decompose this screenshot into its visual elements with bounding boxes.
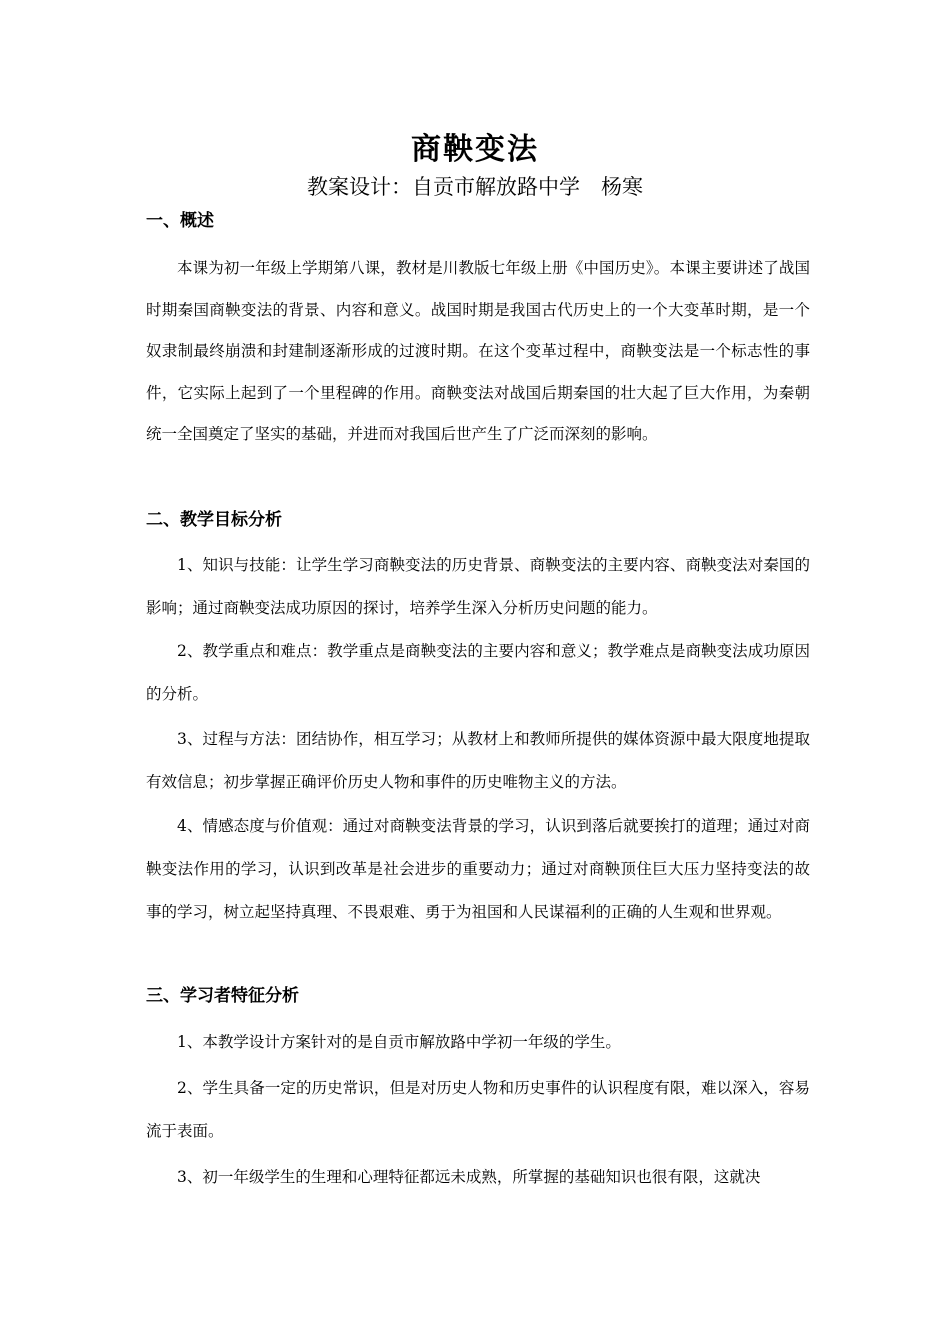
section-heading-learners: 三、学习者特征分析 (146, 986, 299, 1006)
objective-paragraph-3: 3、过程与方法：团结协作，相互学习；从教材上和教师所提供的媒体资源中最大限度地提取有效信息；初步掌握正确评价历史人物和事件的历史唯物主义的方法。 (146, 730, 810, 791)
document-subtitle: 教案设计：自贡市解放路中学 杨寒 (307, 175, 643, 199)
learner-paragraph-2: 2、学生具备一定的历史常识，但是对历史人物和历史事件的认识程度有限，难以深入，容易流于表面。 (146, 1079, 810, 1140)
learner-paragraph-1: 1、本教学设计方案针对的是自贡市解放路中学初一年级的学生。 (177, 1033, 621, 1051)
section-heading-objectives: 二、教学目标分析 (146, 510, 282, 530)
document-title: 商鞅变法 (411, 132, 539, 167)
overview-paragraph: 本课为初一年级上学期第八课，教材是川教版七年级上册《中国历史》。本课主要讲述了战国时期秦国商鞅变法的背景、内容和意义。战国时期是我国古代历史上的一个大变革时期，是一个奴隶制最终崩溃和封建制逐渐形成的过渡时期。在这个变革过程中，商鞅变法是一个标志性的事件，它实际上起到了一个里程碑的作用。商鞅变法对战国后期秦国的壮大起了巨大作用，为秦朝统一全国奠定了坚实的基础，并进而对我国后世产生了广泛而深刻的影响。 (146, 259, 810, 443)
objective-paragraph-4: 4、情感态度与价值观：通过对商鞅变法背景的学习，认识到落后就要挨打的道理；通过对商鞅变法作用的学习，认识到改革是社会进步的重要动力；通过对商鞅顶住巨大压力坚持变法的故事的学习，树立起坚持真理、不畏艰难、勇于为祖国和人民谋福利的正确的人生观和世界观。 (146, 817, 810, 921)
objective-paragraph-1: 1、知识与技能：让学生学习商鞅变法的历史背景、商鞅变法的主要内容、商鞅变法对秦国的影响；通过商鞅变法成功原因的探讨，培养学生深入分析历史问题的能力。 (146, 556, 810, 617)
learner-paragraph-3: 3、初一年级学生的生理和心理特征都远未成熟，所掌握的基础知识也很有限，这就决 (177, 1168, 761, 1186)
objective-paragraph-2: 2、教学重点和难点：教学重点是商鞅变法的主要内容和意义；教学难点是商鞅变法成功原因的分析。 (146, 642, 810, 703)
section-heading-overview: 一、概述 (146, 211, 214, 231)
